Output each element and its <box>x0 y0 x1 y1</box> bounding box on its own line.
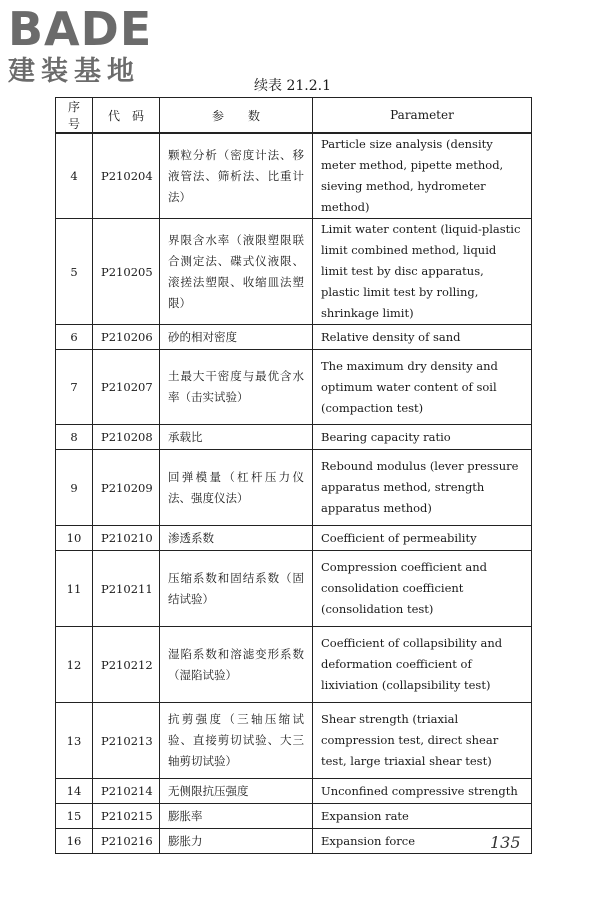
table-row <box>56 425 532 450</box>
row-code: P210210 <box>93 526 160 551</box>
row-no: 9 <box>56 450 93 526</box>
row-param-en: Coefficient of collapsibility and deformation coefficient of lixiviation (collapsibility test) <box>313 627 532 703</box>
row-param-zh: 压缩系数和固结系数（固结试验） <box>160 551 313 627</box>
row-param-en: Particle size analysis (density meter method, pipette method, sieving method, hydrometer method) <box>313 133 532 219</box>
table-row <box>56 133 532 219</box>
row-code: P210211 <box>93 551 160 627</box>
row-code: P210214 <box>93 779 160 804</box>
row-param-zh: 渗透系数 <box>160 526 313 551</box>
row-code: P210207 <box>93 350 160 425</box>
table-row <box>56 551 532 627</box>
row-code: P210205 <box>93 219 160 325</box>
row-param-en: Coefficient of permeability <box>313 526 532 551</box>
row-param-en: Expansion force <box>313 829 532 854</box>
row-no: 4 <box>56 133 93 219</box>
row-no: 8 <box>56 425 93 450</box>
row-param-en: Bearing capacity ratio <box>313 425 532 450</box>
table-row <box>56 627 532 703</box>
row-code: P210204 <box>93 133 160 219</box>
table-row <box>56 703 532 779</box>
row-param-en: Rebound modulus (lever pressure apparatus method, strength apparatus method) <box>313 450 532 526</box>
row-code: P210216 <box>93 829 160 854</box>
logo-wordmark: BADE <box>8 2 153 56</box>
row-code: P210212 <box>93 627 160 703</box>
row-param-zh: 颗粒分析（密度计法、移液管法、筛析法、比重计法） <box>160 133 313 219</box>
row-code: P210215 <box>93 804 160 829</box>
row-param-en: Compression coefficient and consolidation coefficient (consolidation test) <box>313 551 532 627</box>
row-no: 14 <box>56 779 93 804</box>
row-param-en: Limit water content (liquid-plastic limit combined method, liquid limit test by disc apparatus, plastic limit test by rolling, shrinkage limit) <box>313 219 532 325</box>
row-param-zh: 湿陷系数和溶滤变形系数（湿陷试验） <box>160 627 313 703</box>
row-param-zh: 膨胀力 <box>160 829 313 854</box>
row-param-zh: 界限含水率（液限塑限联合测定法、碟式仪液限、滚搓法塑限、收缩皿法塑限） <box>160 219 313 325</box>
row-param-en: Shear strength (triaxial compression test, direct shear test, large triaxial shear test) <box>313 703 532 779</box>
row-no: 6 <box>56 325 93 350</box>
row-param-zh: 回弹模量（杠杆压力仪法、强度仪法） <box>160 450 313 526</box>
row-no: 12 <box>56 627 93 703</box>
table-row <box>56 219 532 325</box>
row-no: 15 <box>56 804 93 829</box>
table-header-row <box>56 98 532 134</box>
logo-subtitle: 建装基地 <box>8 56 140 87</box>
header-param-en: Parameter <box>313 98 532 134</box>
row-param-en: Unconfined compressive strength <box>313 779 532 804</box>
header-code: 代 码 <box>93 98 160 134</box>
row-param-en: The maximum dry density and optimum water content of soil (compaction test) <box>313 350 532 425</box>
header-param-zh: 参 数 <box>160 98 313 134</box>
table-row <box>56 350 532 425</box>
page-number: 135 <box>490 833 521 852</box>
parameter-table <box>55 97 532 854</box>
row-param-zh: 承载比 <box>160 425 313 450</box>
row-no: 10 <box>56 526 93 551</box>
row-param-en: Relative density of sand <box>313 325 532 350</box>
row-param-zh: 膨胀率 <box>160 804 313 829</box>
row-code: P210206 <box>93 325 160 350</box>
row-no: 5 <box>56 219 93 325</box>
row-param-zh: 抗剪强度（三轴压缩试验、直接剪切试验、大三轴剪切试验） <box>160 703 313 779</box>
row-code: P210208 <box>93 425 160 450</box>
row-no: 16 <box>56 829 93 854</box>
row-param-zh: 无侧限抗压强度 <box>160 779 313 804</box>
table-row <box>56 450 532 526</box>
table-row <box>56 526 532 551</box>
row-no: 11 <box>56 551 93 627</box>
row-code: P210209 <box>93 450 160 526</box>
row-param-en: Expansion rate <box>313 804 532 829</box>
row-no: 13 <box>56 703 93 779</box>
row-param-zh: 砂的相对密度 <box>160 325 313 350</box>
brand-logo <box>8 2 178 88</box>
row-no: 7 <box>56 350 93 425</box>
table-row <box>56 325 532 350</box>
table-row <box>56 779 532 804</box>
row-code: P210213 <box>93 703 160 779</box>
table-caption: 续表 21.2.1 <box>254 78 331 94</box>
table-row <box>56 829 532 854</box>
table-row <box>56 804 532 829</box>
row-param-zh: 土最大干密度与最优含水率（击实试验） <box>160 350 313 425</box>
header-no: 序号 <box>56 98 93 134</box>
